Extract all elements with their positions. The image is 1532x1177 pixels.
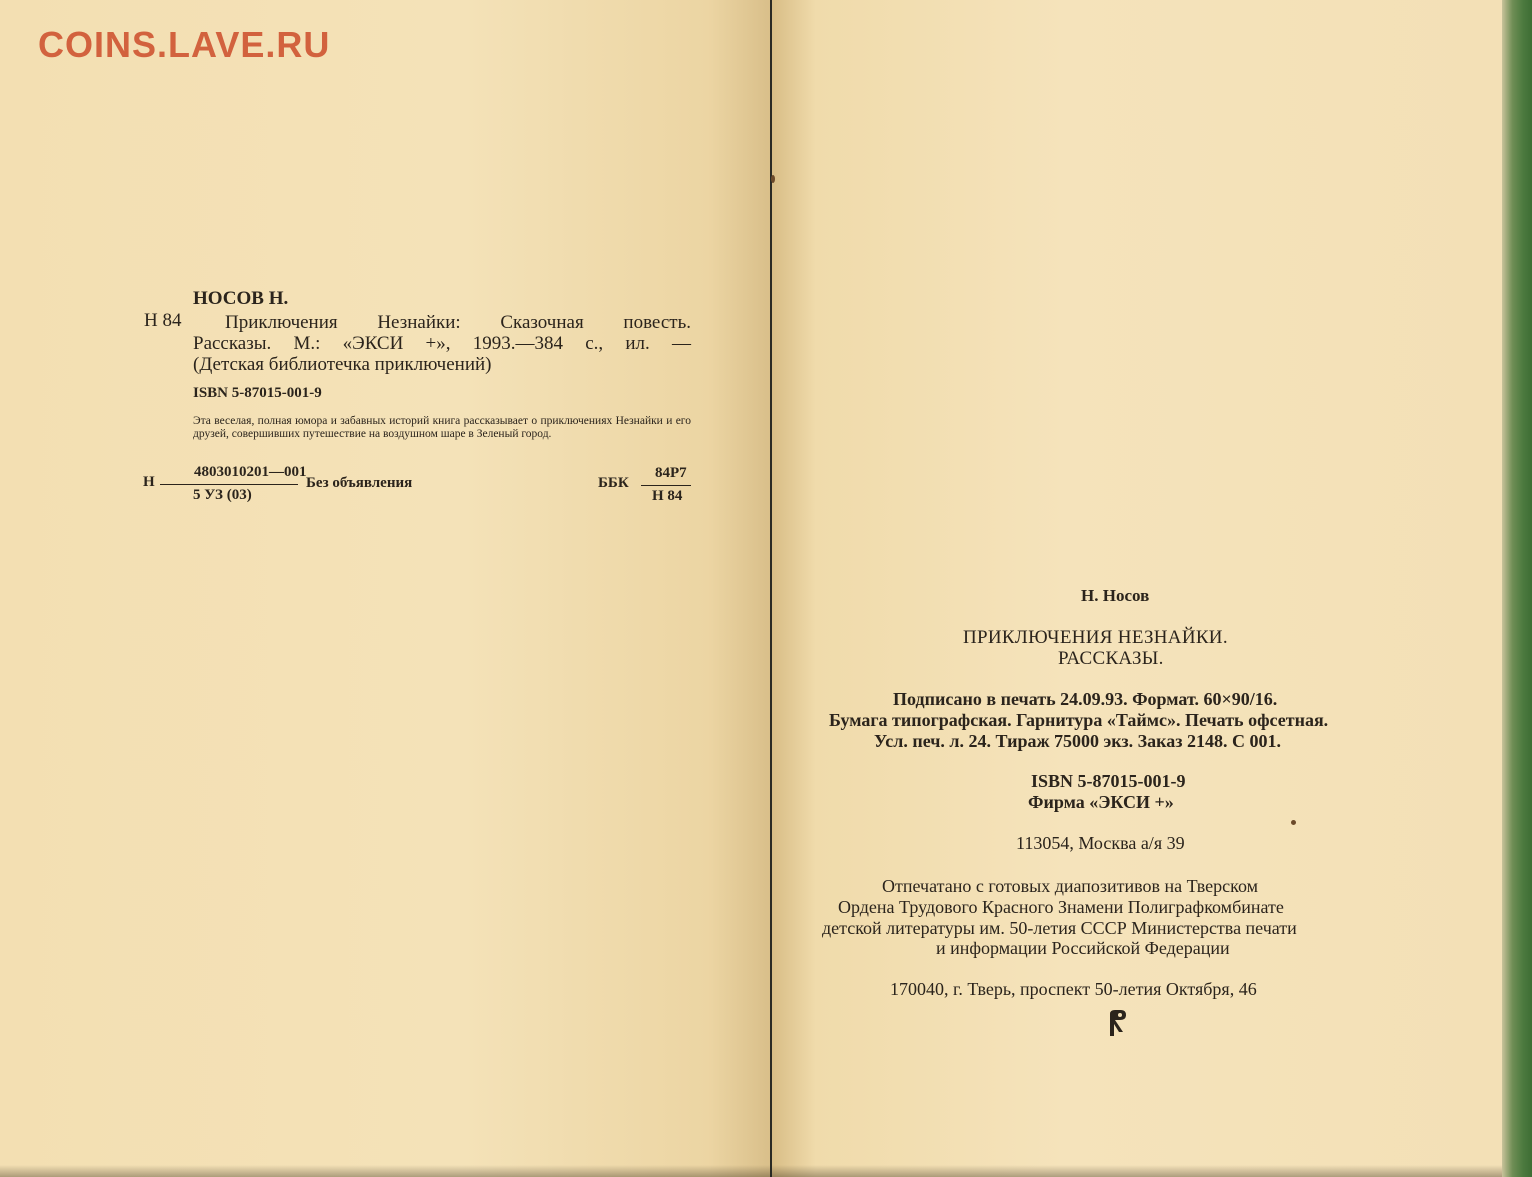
index-note: Без объявления (306, 475, 413, 491)
fraction-line (641, 485, 691, 486)
printer-line: Отпечатано с готовых диапозитивов на Тверском (882, 876, 1258, 896)
index-letter: Н (143, 474, 155, 490)
book-annotation: Эта веселая, полная юмора и забавных историй книга рассказывает о приключениях Незнайки и его друзей, совершивших путешествие на воздушном шаре в Зеленый город. (193, 415, 691, 440)
bbk-numerator: 84Р7 (655, 465, 687, 481)
publisher-logo-icon (1104, 1008, 1130, 1038)
catalog-shelf-code: Н 84 (144, 310, 182, 331)
imprint-title-line: РАССКАЗЫ. (1058, 648, 1164, 669)
catalog-isbn: ISBN 5-87015-001-9 (193, 385, 322, 401)
page-shadow (0, 1165, 770, 1177)
site-watermark: COINS.LAVE.RU (38, 24, 331, 65)
imprint-isbn: ISBN 5-87015-001-9 (1031, 771, 1186, 791)
bbk-label: ББК (598, 475, 629, 491)
book-cover-edge (1502, 0, 1532, 1177)
bbk-denominator: Н 84 (652, 488, 683, 504)
print-info-line: Подписано в печать 24.09.93. Формат. 60×90/16. (893, 689, 1278, 709)
catalog-author: НОСОВ Н. (193, 288, 289, 309)
print-info-line: Усл. печ. л. 24. Тираж 75000 экз. Заказ 2148. С 001. (874, 731, 1281, 751)
imprint-title-line: ПРИКЛЮЧЕНИЯ НЕЗНАЙКИ. (963, 627, 1228, 648)
fraction-line (160, 484, 298, 485)
printer-line: и информации Российской Федерации (936, 938, 1230, 958)
index-denominator: 5 УЗ (03) (193, 487, 252, 503)
print-info-line: Бумага типографская. Гарнитура «Таймс». Печать офсетная. (829, 710, 1329, 730)
index-numerator: 4803010201—001 (194, 464, 307, 480)
printer-line: детской литературы им. 50-летия СССР Министерства печати (822, 918, 1297, 938)
page-shadow (772, 1165, 1502, 1177)
catalog-entry-line: (Детская библиотечка приключений) (193, 354, 492, 375)
imprint-firm: Фирма «ЭКСИ +» (1028, 792, 1174, 812)
paper-speck (1291, 820, 1296, 825)
paper-speck (771, 175, 775, 183)
imprint-author: Н. Носов (1081, 586, 1150, 605)
printer-address: 170040, г. Тверь, проспект 50-летия Октября, 46 (890, 979, 1257, 999)
firm-address: 113054, Москва а/я 39 (1016, 833, 1185, 853)
printer-line: Ордена Трудового Красного Знамени Полиграфкомбинате (838, 897, 1284, 917)
catalog-entry-line: Рассказы. М.: «ЭКСИ +», 1993.—384 с., ил. — (193, 333, 691, 354)
catalog-entry-line: Приключения Незнайки: Сказочная повесть. (225, 312, 691, 333)
